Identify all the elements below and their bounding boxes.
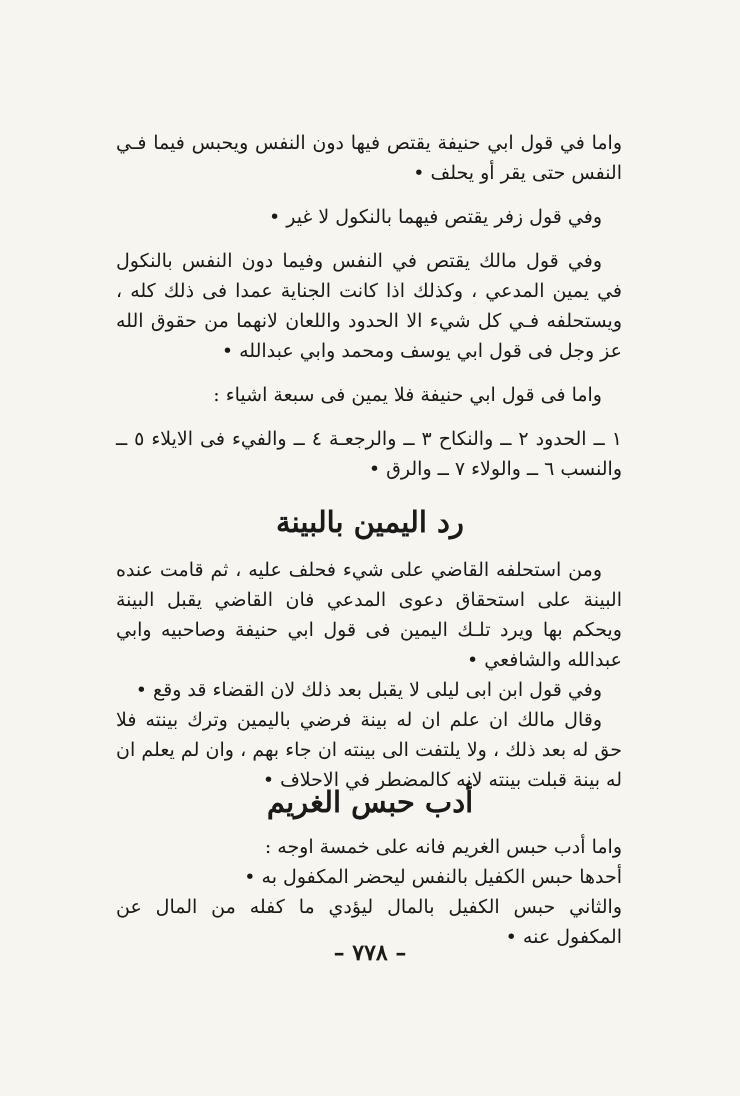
section-heading: رد اليمين بالبينة	[276, 505, 464, 539]
paragraph: واما في قول ابي حنيفة يقتص فيها دون النفس ويحبس فيما فـي النفس حتى يقر أو يحلف •	[116, 132, 622, 184]
section-2	[116, 555, 622, 795]
paragraph: وفي قول ابن ابى ليلى لا يقبل بعد ذلك لان القضاء قد وقع •	[135, 679, 602, 701]
paragraph: ومن استحلفه القاضي على شيء فحلف عليه ، ثم قامت عنده البينة على استحقاق دعوى المدعي فان القاضي يقبل البينة ويحكم بها ويرد تلـك اليمين فى قول ابي حنيفة وصاحبيه وابي عبدالله والشافعي •	[116, 559, 622, 671]
paragraph: ١ ــ الحدود ٢ ــ والنكاح ٣ ــ والرجعـة ٤ ــ والفيء فى الايلاء ٥ ــ والنسب ٦ ــ والولاء ٧ ــ والرق •	[116, 428, 622, 480]
page-number: – ٧٧٨ –	[333, 940, 407, 966]
paragraph: أحدها حبس الكفيل بالنفس ليحضر المكفول به •	[244, 866, 622, 888]
section-heading: أدب حبس الغريم	[266, 785, 474, 819]
paragraph: وفي قول مالك يقتص في النفس وفيما دون النفس بالنكول في يمين المدعي ، وكذلك اذا كانت الجناية عمدا فى ذلك كله ، ويستحلفه فـي كل شيء الا الحدود واللعان لانهما من حقوق الله عز وجل فى قول ابي يوسف ومحمد وابي عبدالله •	[116, 250, 622, 362]
paragraph: واما فى قول ابي حنيفة فلا يمين فى سبعة اشياء :	[213, 384, 602, 406]
section-3	[116, 832, 622, 952]
paragraph: والثاني حبس الكفيل بالمال ليؤدي ما كفله من المال عن المكفول عنه •	[116, 896, 622, 948]
paragraph: واما أدب حبس الغريم فانه على خمسة اوجه :	[264, 836, 622, 858]
paragraph: وقال مالك ان علم ان له بينة فرضي باليمين وترك بينته فلا حق له بعد ذلك ، ولا يلتفت الى بينته ان جاء بهم ، وان لم يعلم ان له بينة قبلت بينته لانه كالمضطر في الاحلاف •	[116, 709, 622, 791]
paragraph: وفي قول زفر يقتص فيهما بالنكول لا غير •	[268, 206, 602, 228]
section-1	[116, 128, 622, 484]
